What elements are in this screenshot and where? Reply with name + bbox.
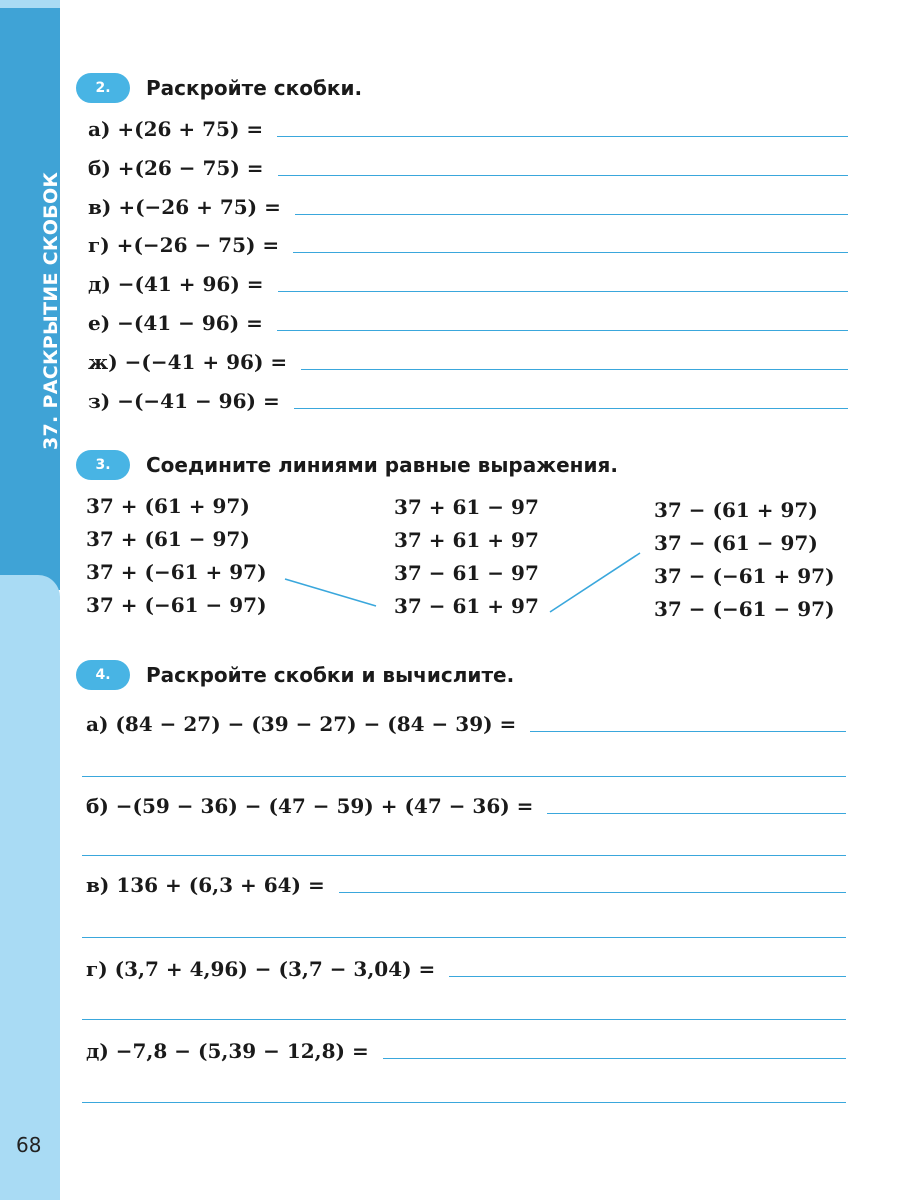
answer-line[interactable] <box>339 892 846 893</box>
expression-item[interactable]: 37 − 61 − 97 <box>394 561 539 585</box>
task-badge: 2. <box>76 73 130 103</box>
task-title: Раскройте скобки. <box>146 76 363 100</box>
expression: з) −(−41 − 96) = <box>88 389 280 413</box>
expression-item[interactable]: 37 − (−61 + 97) <box>654 564 835 588</box>
expression: г) +(−26 − 75) = <box>88 233 280 257</box>
expression: б) +(26 − 75) = <box>88 156 264 180</box>
expression: е) −(41 − 96) = <box>88 311 263 335</box>
expression: д) −(41 + 96) = <box>88 272 264 296</box>
expression: д) −7,8 − (5,39 − 12,8) = <box>86 1039 369 1063</box>
connector-line <box>285 579 376 606</box>
expression-item[interactable]: 37 − (−61 − 97) <box>654 597 835 621</box>
task-4-item-d <box>86 957 846 983</box>
answer-line[interactable] <box>82 776 846 777</box>
section-title: 37. РАСКРЫТИЕ СКОБОК <box>40 171 62 450</box>
task-title: Соедините линиями равные выражения. <box>146 453 618 477</box>
expression: а) (84 − 27) − (39 − 27) − (84 − 39) = <box>86 712 517 736</box>
task-badge: 4. <box>76 660 130 690</box>
expression-item[interactable]: 37 − (61 + 97) <box>654 498 818 522</box>
task-4-item-b <box>86 794 846 820</box>
task-4-item-e <box>86 1039 846 1065</box>
answer-line[interactable] <box>82 1019 846 1020</box>
expression: а) +(26 + 75) = <box>88 117 264 141</box>
answer-line[interactable] <box>530 731 846 732</box>
expression-item[interactable]: 37 + (−61 + 97) <box>86 560 267 584</box>
expression-item[interactable]: 37 + 61 − 97 <box>394 495 539 519</box>
task-4-header <box>76 660 514 690</box>
expression-item[interactable]: 37 + 61 + 97 <box>394 528 539 552</box>
expression: б) −(59 − 36) − (47 − 59) + (47 − 36) = <box>86 794 534 818</box>
expression-item[interactable]: 37 + (61 + 97) <box>86 494 250 518</box>
expression-item[interactable]: 37 + (−61 − 97) <box>86 593 267 617</box>
task-4-item-a <box>86 712 846 738</box>
answer-line[interactable] <box>82 1102 846 1103</box>
expression-item[interactable]: 37 − 61 + 97 <box>394 594 539 618</box>
task-badge: 3. <box>76 450 130 480</box>
expression-item[interactable]: 37 + (61 − 97) <box>86 527 250 551</box>
connector-line <box>550 553 640 612</box>
expression: ж) −(−41 + 96) = <box>88 350 288 374</box>
task-title: Раскройте скобки и вычислите. <box>146 663 515 687</box>
answer-line[interactable] <box>82 937 846 938</box>
expression: в) 136 + (6,3 + 64) = <box>86 873 325 897</box>
answer-line[interactable] <box>547 813 846 814</box>
expression: г) (3,7 + 4,96) − (3,7 − 3,04) = <box>86 957 436 981</box>
answer-line[interactable] <box>449 976 846 977</box>
answer-line[interactable] <box>383 1058 846 1059</box>
expression-item[interactable]: 37 − (61 − 97) <box>654 531 818 555</box>
answer-line[interactable] <box>82 855 846 856</box>
expression: в) +(−26 + 75) = <box>88 195 281 219</box>
task-4-item-c <box>86 873 846 899</box>
page-number: 68 <box>16 1133 42 1157</box>
